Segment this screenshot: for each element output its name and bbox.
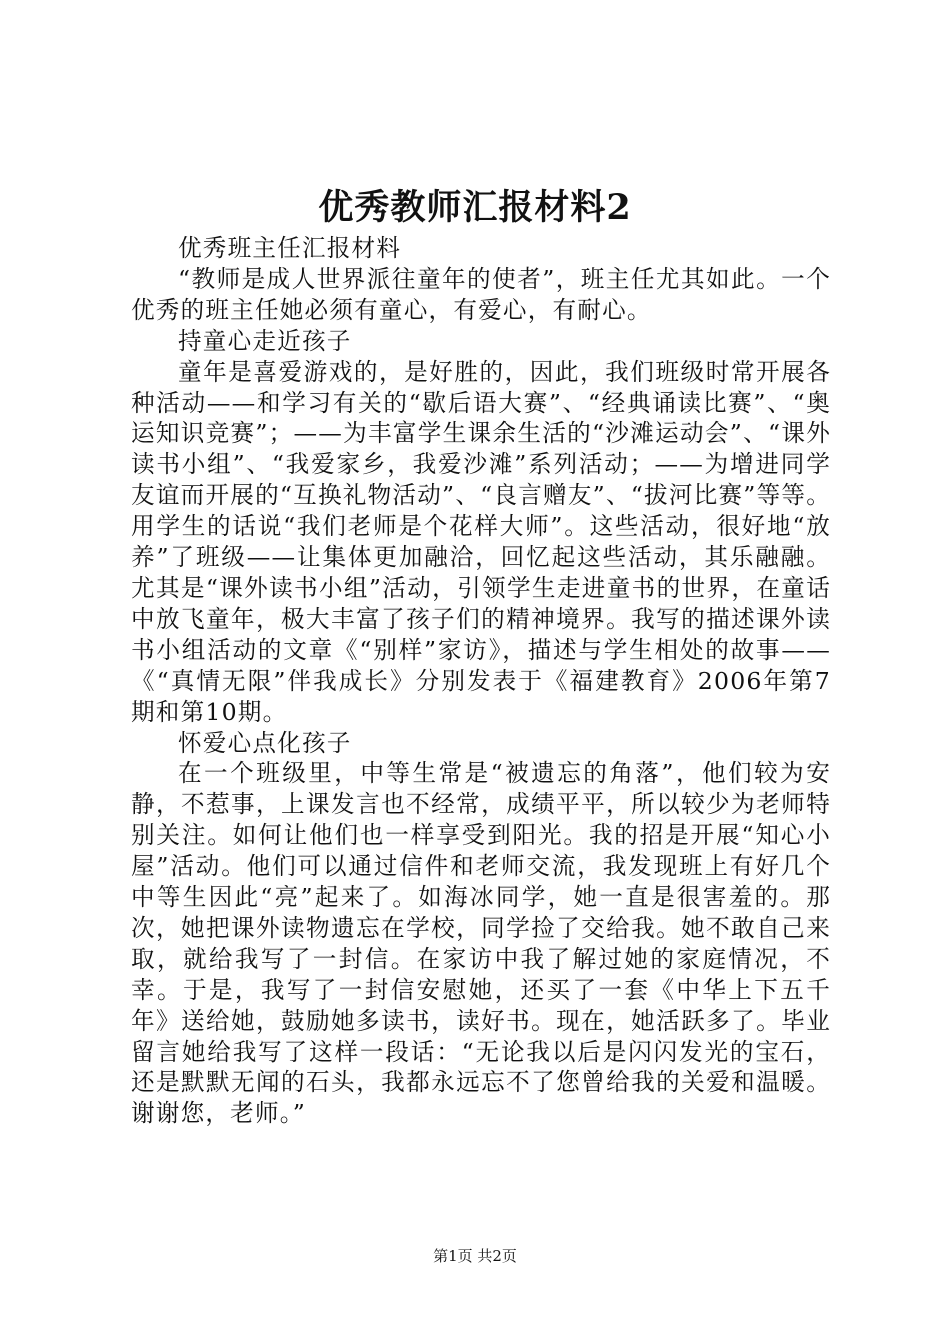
section-heading: 优秀班主任汇报材料 — [178, 234, 402, 262]
page-number-footer: 第1页 共2页 — [433, 1247, 517, 1265]
activities-paragraph: 童年是喜爱游戏的，是好胜的，因此，我们班级时常开展各种活动——和学习有关的“歇后语大赛”、“经典诵读比赛”、“奥运知识竞赛”；——为丰富学生课余生活的“沙滩运动会”、“课外读书小组”、“我爱家乡，我爱沙滩”系列活动；——为增进同学友谊而开展的“互换礼物活动”、“良言赠友”、“拔河比赛”等等。用学生的话说“我们老师是个花样大师”。这些活动，很好地“放养”了班级——让集体更加融洽，回忆起这些活动，其乐融融。尤其是“课外读书小组”活动，引领学生走进童书的世界，在童话中放飞童年，极大丰富了孩子们的精神境界。我写的描述课外读书小组活动的文章《“别样”家访》，描述与学生相处的故事——《“真情无限”伴我成长》分别发表于《福建教育》2006年第7期和第10期。 — [131, 357, 831, 726]
middle-students-paragraph: 在一个班级里，中等生常是“被遗忘的角落”，他们较为安静，不惹事，上课发言也不经常，成绩平平，所以较少为老师特别关注。如何让他们也一样享受到阳光。我的招是开展“知心小屋”活动。他们可以通过信件和老师交流，我发现班上有好几个中等生因此“亮”起来了。如海冰同学，她一直是很害羞的。那次，她把课外读物遗忘在学校，同学捡了交给我。她不敢自己来取，就给我写了一封信。在家访中我了解过她的家庭情况，不幸。于是，我写了一封信安慰她，还买了一套《中华上下五千年》送给她，鼓励她多读书，读好书。现在，她活跃多了。毕业留言她给我写了这样一段话：“无论我以后是闪闪发光的宝石，还是默默无闻的石头，我都永远忘不了您曾给我的关爱和温暖。谢谢您，老师。” — [131, 759, 831, 1128]
document-body — [131, 233, 831, 1129]
subheading-childlike-heart: 持童心走近孩子 — [178, 326, 352, 355]
document-title: 优秀教师汇报材料2 — [318, 187, 632, 228]
intro-paragraph: “教师是成人世界派往童年的使者”，班主任尤其如此。一个优秀的班主任她必须有童心，有爱心，有耐心。 — [131, 264, 831, 324]
subheading-loving-heart: 怀爱心点化孩子 — [178, 728, 352, 757]
